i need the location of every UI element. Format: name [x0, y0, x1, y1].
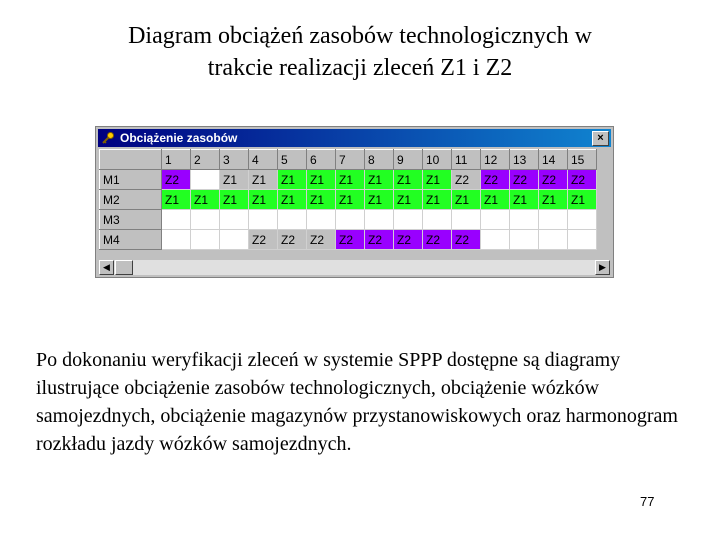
grid-cell[interactable]: Z1	[365, 190, 394, 210]
grid-cell[interactable]: Z1	[423, 170, 452, 190]
horizontal-scrollbar[interactable]	[99, 260, 610, 275]
grid-cell[interactable]	[423, 210, 452, 230]
grid-row	[100, 230, 597, 250]
grid-cell[interactable]: Z2	[452, 170, 481, 190]
grid-row	[100, 210, 597, 230]
grid-cell[interactable]: Z1	[278, 170, 307, 190]
grid-cell[interactable]: Z1	[394, 190, 423, 210]
grid-cell[interactable]: Z1	[423, 190, 452, 210]
grid-cell[interactable]: Z2	[162, 170, 191, 190]
grid-cell[interactable]	[365, 210, 394, 230]
grid-cell[interactable]: Z1	[307, 170, 336, 190]
grid-cell[interactable]: Z2	[481, 170, 510, 190]
grid-cell[interactable]: Z2	[394, 230, 423, 250]
slide-title-line-2: trakcie realizacji zleceń Z1 i Z2	[207, 55, 513, 81]
grid-cell[interactable]: Z1	[278, 190, 307, 210]
scroll-right-button[interactable]	[595, 260, 610, 275]
grid-row	[100, 190, 597, 210]
slide-title	[40, 20, 680, 84]
column-header[interactable]: 10	[423, 150, 452, 170]
column-header[interactable]: 15	[568, 150, 597, 170]
grid-cell[interactable]: Z1	[249, 190, 278, 210]
scroll-left-icon: ◀	[103, 262, 110, 272]
grid-cell[interactable]	[452, 210, 481, 230]
column-header[interactable]: 9	[394, 150, 423, 170]
grid-cell[interactable]	[510, 230, 539, 250]
column-header[interactable]: 6	[307, 150, 336, 170]
grid-cell[interactable]	[481, 210, 510, 230]
column-header[interactable]: 8	[365, 150, 394, 170]
grid-cell[interactable]: Z1	[510, 190, 539, 210]
grid-cell[interactable]	[568, 230, 597, 250]
scroll-left-button[interactable]	[99, 260, 114, 275]
grid-cell[interactable]	[539, 230, 568, 250]
grid-cell[interactable]	[481, 230, 510, 250]
grid-cell[interactable]	[539, 210, 568, 230]
resource-load-window	[95, 126, 614, 278]
column-header[interactable]: 13	[510, 150, 539, 170]
grid-cell[interactable]: Z1	[220, 170, 249, 190]
close-button[interactable]	[592, 131, 609, 146]
grid-cell[interactable]	[336, 210, 365, 230]
column-header[interactable]: 14	[539, 150, 568, 170]
grid-corner	[100, 150, 162, 170]
grid-cell[interactable]: Z1	[307, 190, 336, 210]
slide-title-line-1: Diagram obciążeń zasobów technologicznych w	[128, 23, 592, 49]
close-icon: ×	[597, 132, 604, 144]
grid-cell[interactable]	[162, 210, 191, 230]
row-header[interactable]: M2	[100, 190, 162, 210]
grid-cell[interactable]	[220, 210, 249, 230]
grid-cell[interactable]: Z2	[249, 230, 278, 250]
grid-cell[interactable]: Z1	[336, 190, 365, 210]
grid-cell[interactable]: Z1	[365, 170, 394, 190]
grid-cell[interactable]	[249, 210, 278, 230]
column-header[interactable]: 3	[220, 150, 249, 170]
grid-cell[interactable]	[394, 210, 423, 230]
scrollbar-thumb[interactable]	[115, 260, 133, 275]
grid-cell[interactable]: Z1	[191, 190, 220, 210]
window-titlebar[interactable]	[98, 129, 611, 147]
grid-cell[interactable]: Z1	[452, 190, 481, 210]
grid-cell[interactable]: Z2	[365, 230, 394, 250]
grid-cell[interactable]: Z1	[481, 190, 510, 210]
grid-cell[interactable]: Z2	[539, 170, 568, 190]
grid-cell[interactable]	[278, 210, 307, 230]
body-paragraph: Po dokonaniu weryfikacji zleceń w systemie SPPP dostępne są diagramy ilustrujące obciążenie zasobów technologicznych, obciążenie wózków samojezdnych, obciążenie magazynów przystanowiskowych oraz harmonogram rozkładu jazdy wózków samojezdnych.	[36, 349, 678, 455]
grid-cell[interactable]: Z1	[568, 190, 597, 210]
grid-cell[interactable]	[307, 210, 336, 230]
grid-cell[interactable]: Z2	[336, 230, 365, 250]
grid-cell[interactable]: Z1	[249, 170, 278, 190]
grid-cell[interactable]	[191, 210, 220, 230]
grid-cell[interactable]	[191, 170, 220, 190]
grid-cell[interactable]: Z1	[336, 170, 365, 190]
column-header[interactable]: 12	[481, 150, 510, 170]
grid-cell[interactable]: Z2	[278, 230, 307, 250]
grid-cell[interactable]: Z2	[452, 230, 481, 250]
scroll-right-icon: ▶	[599, 262, 606, 272]
window-title: Obciążenie zasobów	[120, 131, 238, 145]
grid-cell[interactable]: Z1	[394, 170, 423, 190]
grid-cell[interactable]	[568, 210, 597, 230]
grid-cell[interactable]: Z1	[162, 190, 191, 210]
grid-cell[interactable]	[162, 230, 191, 250]
grid-cell[interactable]: Z2	[568, 170, 597, 190]
grid-row	[100, 170, 597, 190]
grid-cell[interactable]	[510, 210, 539, 230]
grid-cell[interactable]	[220, 230, 249, 250]
grid-cell[interactable]: Z1	[220, 190, 249, 210]
grid-cell[interactable]: Z2	[510, 170, 539, 190]
column-header[interactable]: 5	[278, 150, 307, 170]
column-header[interactable]: 7	[336, 150, 365, 170]
resource-grid	[99, 149, 597, 250]
grid-header-row	[100, 150, 597, 170]
row-header[interactable]: M1	[100, 170, 162, 190]
grid-cell[interactable]: Z2	[423, 230, 452, 250]
grid-cell[interactable]	[191, 230, 220, 250]
key-icon	[101, 131, 115, 145]
column-header[interactable]: 4	[249, 150, 278, 170]
column-header[interactable]: 1	[162, 150, 191, 170]
grid-cell[interactable]: Z2	[307, 230, 336, 250]
row-header[interactable]: M4	[100, 230, 162, 250]
column-header[interactable]: 11	[452, 150, 481, 170]
grid-cell[interactable]: Z1	[539, 190, 568, 210]
row-header[interactable]: M3	[100, 210, 162, 230]
column-header[interactable]: 2	[191, 150, 220, 170]
page-number: 77	[640, 494, 655, 509]
